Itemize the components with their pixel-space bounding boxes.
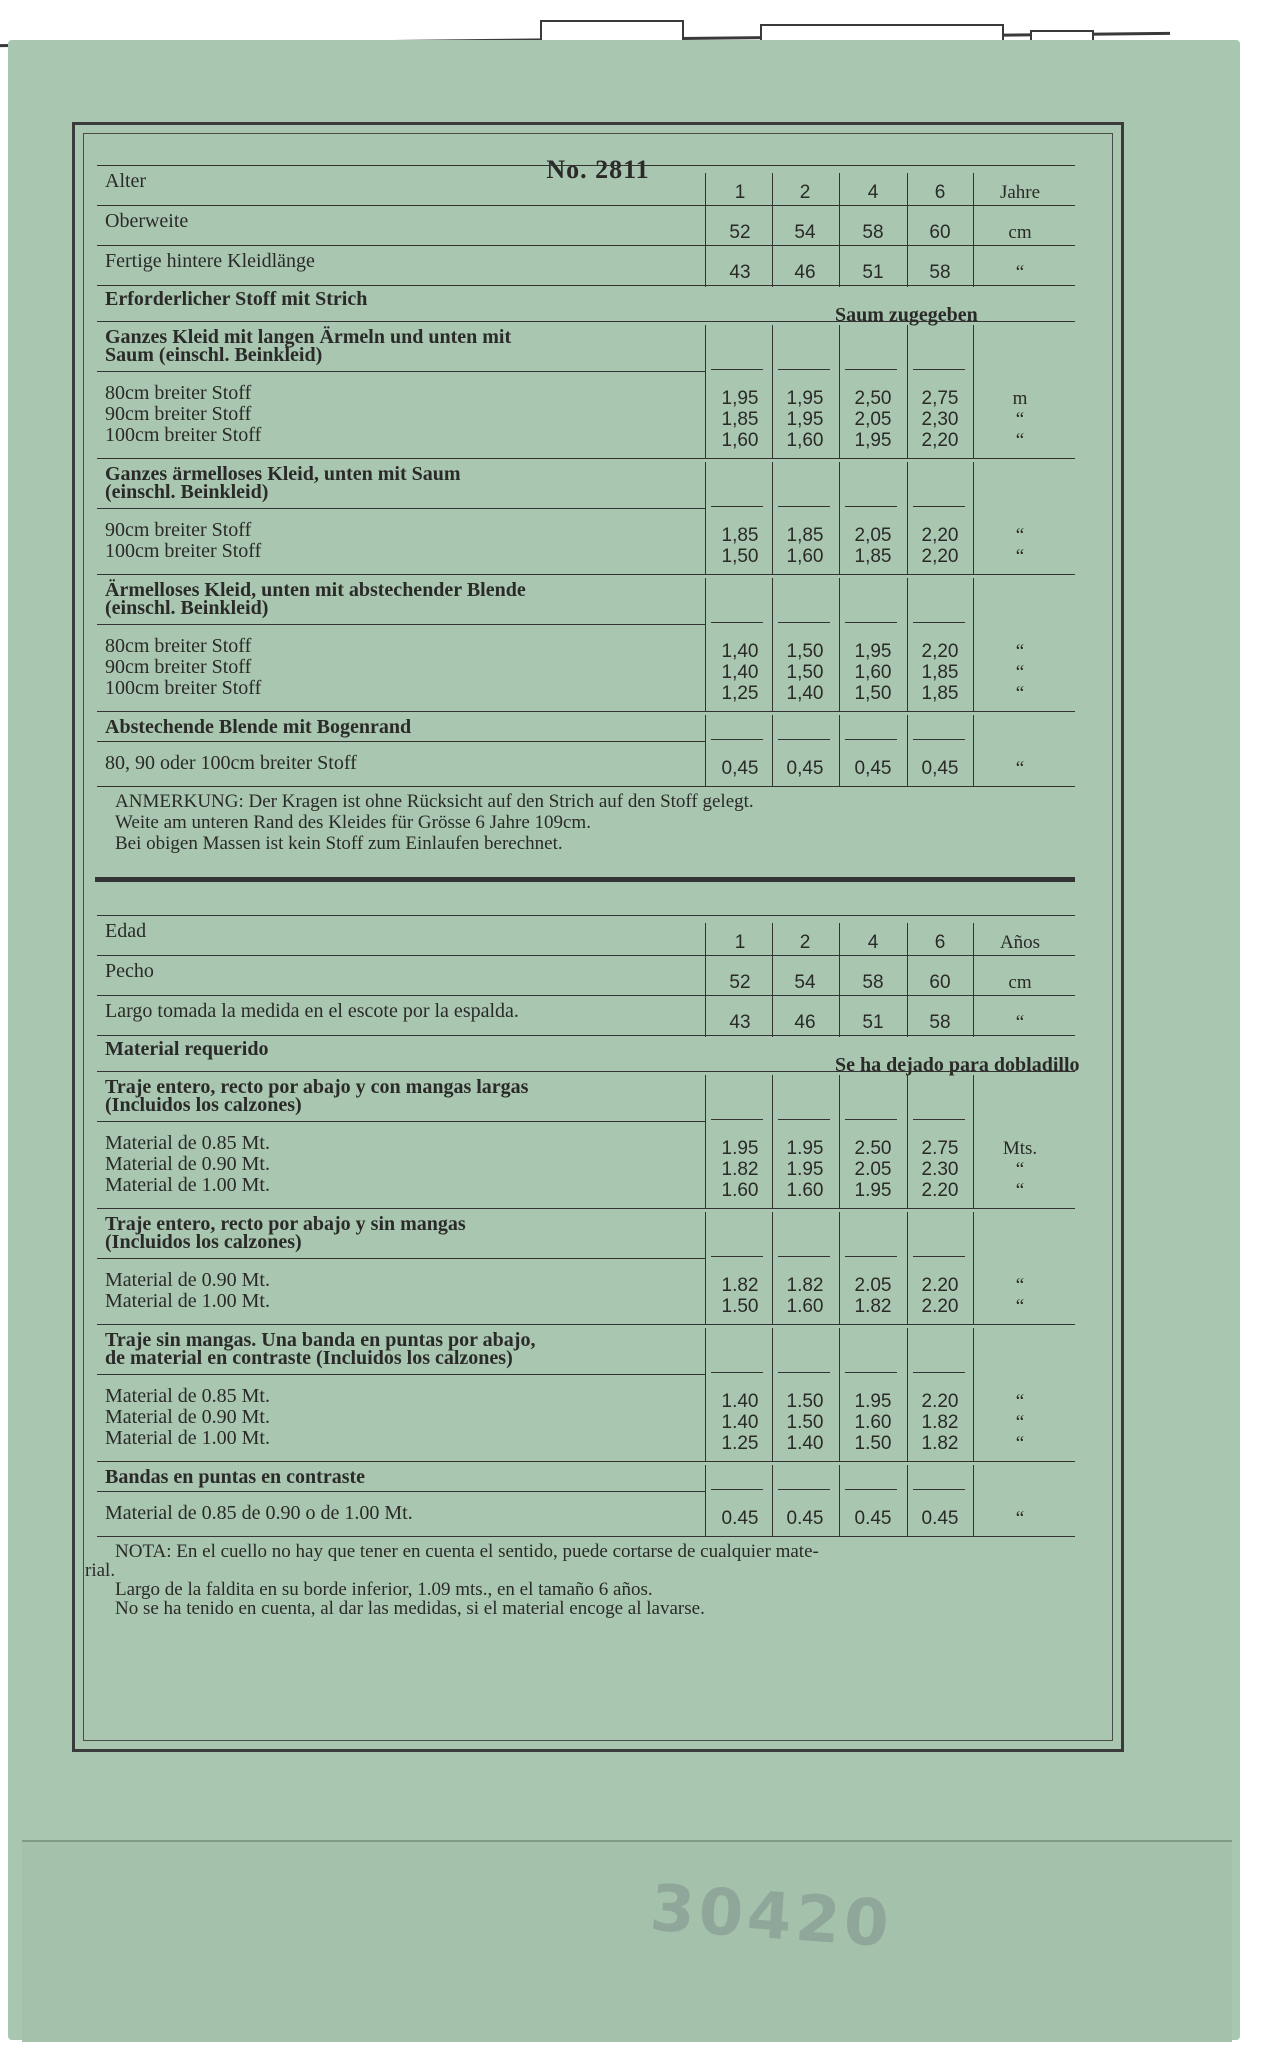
yardage-value: 1,95 [854, 430, 892, 451]
stamped-number: 30420 [647, 1871, 895, 1963]
yardage-value: 2,05 [854, 409, 892, 430]
rule-line [845, 1119, 897, 1120]
material-width-label: Material de 0.85 Mt. [105, 1385, 270, 1407]
column-rule [839, 462, 840, 574]
column-rule [772, 1075, 773, 1208]
column-rule [772, 462, 773, 574]
rule-line [97, 741, 705, 742]
required-material-label: Material requerido [105, 1038, 269, 1060]
column-rule [772, 325, 773, 458]
yardage-value: 2.30 [921, 1159, 959, 1180]
section-heading: Bandas en puntas en contraste [105, 1466, 366, 1488]
yardage-value: 1,50 [721, 546, 759, 567]
column-rule [705, 578, 706, 711]
section-heading: Traje entero, recto por abajo y sin mangas [105, 1213, 466, 1235]
rule-line [778, 1372, 830, 1373]
material-width-label: Material de 0.90 Mt. [105, 1406, 270, 1428]
header-value: 54 [794, 222, 816, 243]
yardage-value: 1.50 [721, 1296, 759, 1317]
header-value: 4 [867, 932, 879, 953]
material-width-label: 80cm breiter Stoff [105, 635, 252, 657]
column-rule [705, 923, 706, 1037]
header-label: Largo tomada la medida en el escote por la espalda. [105, 1000, 519, 1022]
yardage-value: 1,60 [786, 430, 824, 451]
rule-line [913, 1119, 965, 1120]
rule-line [97, 165, 1075, 166]
yardage-value: 1,40 [786, 683, 824, 704]
header-label: Fertige hintere Kleidlänge [105, 250, 315, 272]
yardage-value: 1,40 [721, 641, 759, 662]
material-width-label: Material de 1.00 Mt. [105, 1427, 270, 1449]
column-rule [839, 1075, 840, 1208]
column-rule [973, 1328, 974, 1461]
yardage-value: 1,95 [721, 388, 759, 409]
yardage-value: 1,95 [854, 641, 892, 662]
rule-line [97, 205, 1075, 206]
rule-line [778, 739, 830, 740]
column-rule [907, 1075, 908, 1208]
footnote: ANMERKUNG: Der Kragen ist ohne Rücksicht auf den Strich auf den Stoff gelegt. [115, 791, 754, 812]
rule-line [97, 1035, 1075, 1036]
material-width-label: 100cm breiter Stoff [105, 540, 262, 562]
header-value: 2 [799, 932, 811, 953]
yardage-value: 1.95 [854, 1391, 892, 1412]
column-rule [839, 1328, 840, 1461]
rule-line [778, 1256, 830, 1257]
rule-line [97, 1491, 705, 1492]
yardage-value: 2.05 [854, 1159, 892, 1180]
yardage-value: 2.20 [921, 1391, 959, 1412]
footnote: Bei obigen Massen ist kein Stoff zum Einlaufen berechnet. [115, 833, 563, 854]
header-label: Oberweite [105, 210, 189, 232]
column-rule [705, 1328, 706, 1461]
rule-line [97, 285, 1075, 286]
rule-line [97, 321, 1075, 322]
header-value: 52 [729, 972, 751, 993]
yardage-value: 2,20 [921, 641, 959, 662]
section-heading: (einschl. Beinkleid) [105, 597, 269, 619]
column-rule [705, 1075, 706, 1208]
column-rule [973, 923, 974, 1037]
yardage-unit: Mts. [1002, 1138, 1038, 1159]
rule-line [97, 1121, 705, 1122]
yardage-unit: “ [1015, 1391, 1025, 1412]
rule-line [97, 371, 705, 372]
yardage-value: 1,85 [921, 662, 959, 683]
yardage-value: 1,60 [721, 430, 759, 451]
rule-line [913, 1489, 965, 1490]
yardage-value: 1.40 [721, 1391, 759, 1412]
rule-line [845, 622, 897, 623]
yardage-value: 1,85 [854, 546, 892, 567]
section-heading: de material en contraste (Incluidos los calzones) [105, 1347, 513, 1369]
rule-line [97, 574, 1075, 575]
required-material-label: Erforderlicher Stoff mit Strich [105, 288, 368, 310]
rule-line [711, 622, 763, 623]
rule-line [97, 624, 705, 625]
yardage-value: 1.50 [786, 1391, 824, 1412]
column-rule [907, 715, 908, 786]
yardage-value: 2,30 [921, 409, 959, 430]
pattern-number-title: No. 2811 [546, 155, 650, 184]
yardage-value: 1,60 [854, 662, 892, 683]
yardage-value: 1.82 [721, 1159, 759, 1180]
rule-line [845, 369, 897, 370]
rule-line [845, 1489, 897, 1490]
column-rule [907, 578, 908, 711]
section-heading: Ärmelloses Kleid, unten mit abstechender Blende [105, 579, 526, 601]
yardage-value: 1,50 [854, 683, 892, 704]
material-width-label: 100cm breiter Stoff [105, 424, 262, 446]
rule-line [97, 245, 1075, 246]
yardage-unit: “ [1015, 1508, 1025, 1529]
yardage-value: 2,20 [921, 525, 959, 546]
yardage-value: 1,85 [786, 525, 824, 546]
column-rule [973, 173, 974, 287]
rule-line [97, 711, 1075, 712]
header-value: 60 [929, 972, 951, 993]
column-rule [839, 715, 840, 786]
header-value: 51 [862, 1012, 884, 1033]
yardage-value: 1.40 [786, 1433, 824, 1454]
column-rule [907, 325, 908, 458]
header-unit: Años [999, 932, 1041, 953]
yardage-value: 1.95 [786, 1138, 824, 1159]
yardage-value: 1.60 [721, 1180, 759, 1201]
yardage-value: 0,45 [786, 758, 824, 779]
yardage-value: 2.20 [921, 1296, 959, 1317]
header-label: Edad [105, 920, 147, 942]
column-rule [907, 1465, 908, 1536]
column-rule [772, 173, 773, 287]
rule-line [778, 622, 830, 623]
column-rule [907, 173, 908, 287]
header-value: 51 [862, 262, 884, 283]
header-value: 58 [862, 972, 884, 993]
yardage-value: 2,05 [854, 525, 892, 546]
footnote: No se ha tenido en cuenta, al dar las medidas, si el material encoge al lavarse. [115, 1598, 705, 1619]
column-rule [973, 715, 974, 786]
header-unit: Jahre [999, 182, 1041, 203]
rule-line [845, 1372, 897, 1373]
section-heading: Ganzes ärmelloses Kleid, unten mit Saum [105, 463, 461, 485]
yardage-value: 1.82 [921, 1433, 959, 1454]
header-unit: “ [1015, 1012, 1025, 1033]
header-unit: cm [1008, 972, 1032, 993]
yardage-unit: “ [1015, 758, 1025, 779]
rule-line [711, 1256, 763, 1257]
yardage-value: 2,50 [854, 388, 892, 409]
material-width-label: 80cm breiter Stoff [105, 382, 252, 404]
header-value: 1 [734, 932, 746, 953]
rule-line [97, 1461, 1075, 1462]
rule-line [778, 369, 830, 370]
yardage-unit: “ [1015, 546, 1025, 567]
yardage-unit: “ [1015, 409, 1025, 430]
yardage-value: 2.05 [854, 1275, 892, 1296]
rule-line [913, 622, 965, 623]
rule-line [97, 786, 1075, 787]
header-label: Pecho [105, 960, 154, 982]
column-rule [705, 325, 706, 458]
yardage-unit: “ [1015, 683, 1025, 704]
yardage-value: 2,20 [921, 430, 959, 451]
column-rule [839, 1465, 840, 1536]
header-value: 43 [729, 262, 751, 283]
rule-line [913, 506, 965, 507]
rule-line [97, 508, 705, 509]
column-rule [973, 462, 974, 574]
material-width-label: 90cm breiter Stoff [105, 403, 252, 425]
yardage-value: 1.50 [786, 1412, 824, 1433]
material-width-label: Material de 0.90 Mt. [105, 1269, 270, 1291]
column-rule [907, 923, 908, 1037]
header-value: 58 [929, 262, 951, 283]
column-rule [973, 1465, 974, 1536]
yardage-value: 1.25 [721, 1433, 759, 1454]
column-rule [973, 1075, 974, 1208]
header-value: 58 [862, 222, 884, 243]
yardage-value: 1,40 [721, 662, 759, 683]
yardage-unit: “ [1015, 1180, 1025, 1201]
rule-line [97, 1536, 1075, 1537]
section-heading: (Incluidos los calzones) [105, 1231, 302, 1253]
material-width-label: Material de 1.00 Mt. [105, 1174, 270, 1196]
yardage-unit: “ [1015, 1275, 1025, 1296]
header-unit: “ [1015, 262, 1025, 283]
yardage-unit: “ [1015, 662, 1025, 683]
column-rule [973, 1212, 974, 1324]
column-rule [772, 715, 773, 786]
envelope-bottom-flap [22, 1840, 1232, 2042]
header-label: Alter [105, 170, 147, 192]
rule-line [97, 1208, 1075, 1209]
yardage-value: 1,60 [786, 546, 824, 567]
yardage-value: 1,85 [921, 683, 959, 704]
column-rule [705, 1212, 706, 1324]
yardage-value: 0.45 [854, 1508, 892, 1529]
yardage-value: 1.95 [721, 1138, 759, 1159]
column-rule [839, 578, 840, 711]
header-value: 2 [799, 182, 811, 203]
rule-line [97, 1374, 705, 1375]
yardage-value: 1,50 [786, 662, 824, 683]
material-width-label: Material de 0.85 Mt. [105, 1132, 270, 1154]
header-value: 52 [729, 222, 751, 243]
section-heading: (einschl. Beinkleid) [105, 481, 269, 503]
column-rule [907, 1328, 908, 1461]
rule-line [845, 739, 897, 740]
column-rule [839, 923, 840, 1037]
yardage-value: 1.82 [786, 1275, 824, 1296]
hem-allowance-label: Saum zugegeben [835, 304, 978, 326]
column-rule [772, 1212, 773, 1324]
header-value: 54 [794, 972, 816, 993]
rule-line [845, 1256, 897, 1257]
yardage-unit: m [1012, 388, 1028, 409]
header-value: 43 [729, 1012, 751, 1033]
yardage-value: 0.45 [921, 1508, 959, 1529]
footnote: Weite am unteren Rand des Kleides für Grösse 6 Jahre 109cm. [115, 812, 591, 833]
yardage-unit: “ [1015, 1159, 1025, 1180]
column-rule [705, 715, 706, 786]
yardage-value: 2.20 [921, 1275, 959, 1296]
yardage-value: 2.75 [921, 1138, 959, 1159]
column-rule [772, 578, 773, 711]
section-heading: Abstechende Blende mit Bogenrand [105, 716, 412, 738]
fabric-requirements-card [72, 122, 1124, 1752]
yardage-value: 1.82 [921, 1412, 959, 1433]
column-rule [705, 1465, 706, 1536]
material-width-label: 100cm breiter Stoff [105, 677, 262, 699]
column-rule [772, 923, 773, 1037]
rule-line [97, 1258, 705, 1259]
section-heading: Traje entero, recto por abajo y con mangas largas [105, 1076, 529, 1098]
column-rule [907, 462, 908, 574]
header-value: 58 [929, 1012, 951, 1033]
rule-line [711, 739, 763, 740]
footnote: Largo de la faldita en su borde inferior, 1.09 mts., en el tamaño 6 años. [115, 1579, 653, 1600]
column-rule [705, 462, 706, 574]
yardage-value: 2.50 [854, 1138, 892, 1159]
column-rule [839, 1212, 840, 1324]
header-value: 1 [734, 182, 746, 203]
rule-line [913, 1256, 965, 1257]
material-width-label: Material de 1.00 Mt. [105, 1290, 270, 1312]
yardage-value: 1.82 [854, 1296, 892, 1317]
column-rule [839, 173, 840, 287]
yardage-value: 1,25 [721, 683, 759, 704]
rule-line [97, 1324, 1075, 1325]
material-width-label: Material de 0.85 de 0.90 o de 1.00 Mt. [105, 1502, 413, 1524]
yardage-unit: “ [1015, 1433, 1025, 1454]
yardage-value: 1.95 [854, 1180, 892, 1201]
rule-line [913, 369, 965, 370]
section-heading: Saum (einschl. Beinkleid) [105, 344, 323, 366]
yardage-value: 0.45 [721, 1508, 759, 1529]
header-value: 6 [934, 932, 946, 953]
yardage-value: 1,50 [786, 641, 824, 662]
yardage-unit: “ [1015, 1296, 1025, 1317]
rule-line [778, 1119, 830, 1120]
footnote: rial. [85, 1560, 116, 1581]
rule-line [97, 1071, 1075, 1072]
yardage-value: 1.95 [786, 1159, 824, 1180]
section-heading: Traje sin mangas. Una banda en puntas por abajo, [105, 1329, 536, 1351]
rule-line [913, 739, 965, 740]
rule-line [778, 506, 830, 507]
yardage-value: 1.60 [786, 1180, 824, 1201]
header-value: 46 [794, 262, 816, 283]
rule-line [845, 506, 897, 507]
section-heading: Ganzes Kleid mit langen Ärmeln und unten mit [105, 326, 512, 348]
rule-line [97, 458, 1075, 459]
yardage-value: 0,45 [854, 758, 892, 779]
column-rule [772, 1465, 773, 1536]
column-rule [907, 1212, 908, 1324]
rule-line [913, 1372, 965, 1373]
header-value: 46 [794, 1012, 816, 1033]
yardage-value: 1,95 [786, 388, 824, 409]
yardage-value: 0,45 [721, 758, 759, 779]
yardage-value: 1,85 [721, 409, 759, 430]
rule-line [95, 877, 1075, 882]
material-width-label: 90cm breiter Stoff [105, 656, 252, 678]
yardage-unit: “ [1015, 525, 1025, 546]
rule-line [711, 1119, 763, 1120]
header-value: 4 [867, 182, 879, 203]
section-heading: (Incluidos los calzones) [105, 1094, 302, 1116]
material-width-label: 90cm breiter Stoff [105, 519, 252, 541]
rule-line [97, 955, 1075, 956]
column-rule [705, 173, 706, 287]
rule-line [711, 369, 763, 370]
yardage-value: 1.60 [786, 1296, 824, 1317]
column-rule [772, 1328, 773, 1461]
yardage-value: 1.60 [854, 1412, 892, 1433]
yardage-value: 2.20 [921, 1180, 959, 1201]
yardage-value: 2,75 [921, 388, 959, 409]
yardage-value: 0,45 [921, 758, 959, 779]
rule-line [711, 1372, 763, 1373]
header-value: 6 [934, 182, 946, 203]
footnote: NOTA: En el cuello no hay que tener en cuenta el sentido, puede cortarse de cualquier mate- [115, 1541, 819, 1562]
yardage-value: 0.45 [786, 1508, 824, 1529]
yardage-value: 1.82 [721, 1275, 759, 1296]
column-rule [839, 325, 840, 458]
hem-allowance-label: Se ha dejado para dobladillo [835, 1054, 1080, 1076]
material-width-label: 80, 90 oder 100cm breiter Stoff [105, 752, 357, 774]
yardage-value: 1,95 [786, 409, 824, 430]
yardage-unit: “ [1015, 1412, 1025, 1433]
material-width-label: Material de 0.90 Mt. [105, 1153, 270, 1175]
rule-line [711, 506, 763, 507]
rule-line [97, 995, 1075, 996]
rule-line [711, 1489, 763, 1490]
yardage-value: 1.50 [854, 1433, 892, 1454]
rule-line [778, 1489, 830, 1490]
yardage-unit: “ [1015, 430, 1025, 451]
header-value: 60 [929, 222, 951, 243]
column-rule [973, 578, 974, 711]
yardage-unit: “ [1015, 641, 1025, 662]
header-unit: cm [1008, 222, 1032, 243]
rule-line [97, 915, 1075, 916]
yardage-value: 1.40 [721, 1412, 759, 1433]
yardage-value: 2,20 [921, 546, 959, 567]
yardage-value: 1,85 [721, 525, 759, 546]
column-rule [973, 325, 974, 458]
